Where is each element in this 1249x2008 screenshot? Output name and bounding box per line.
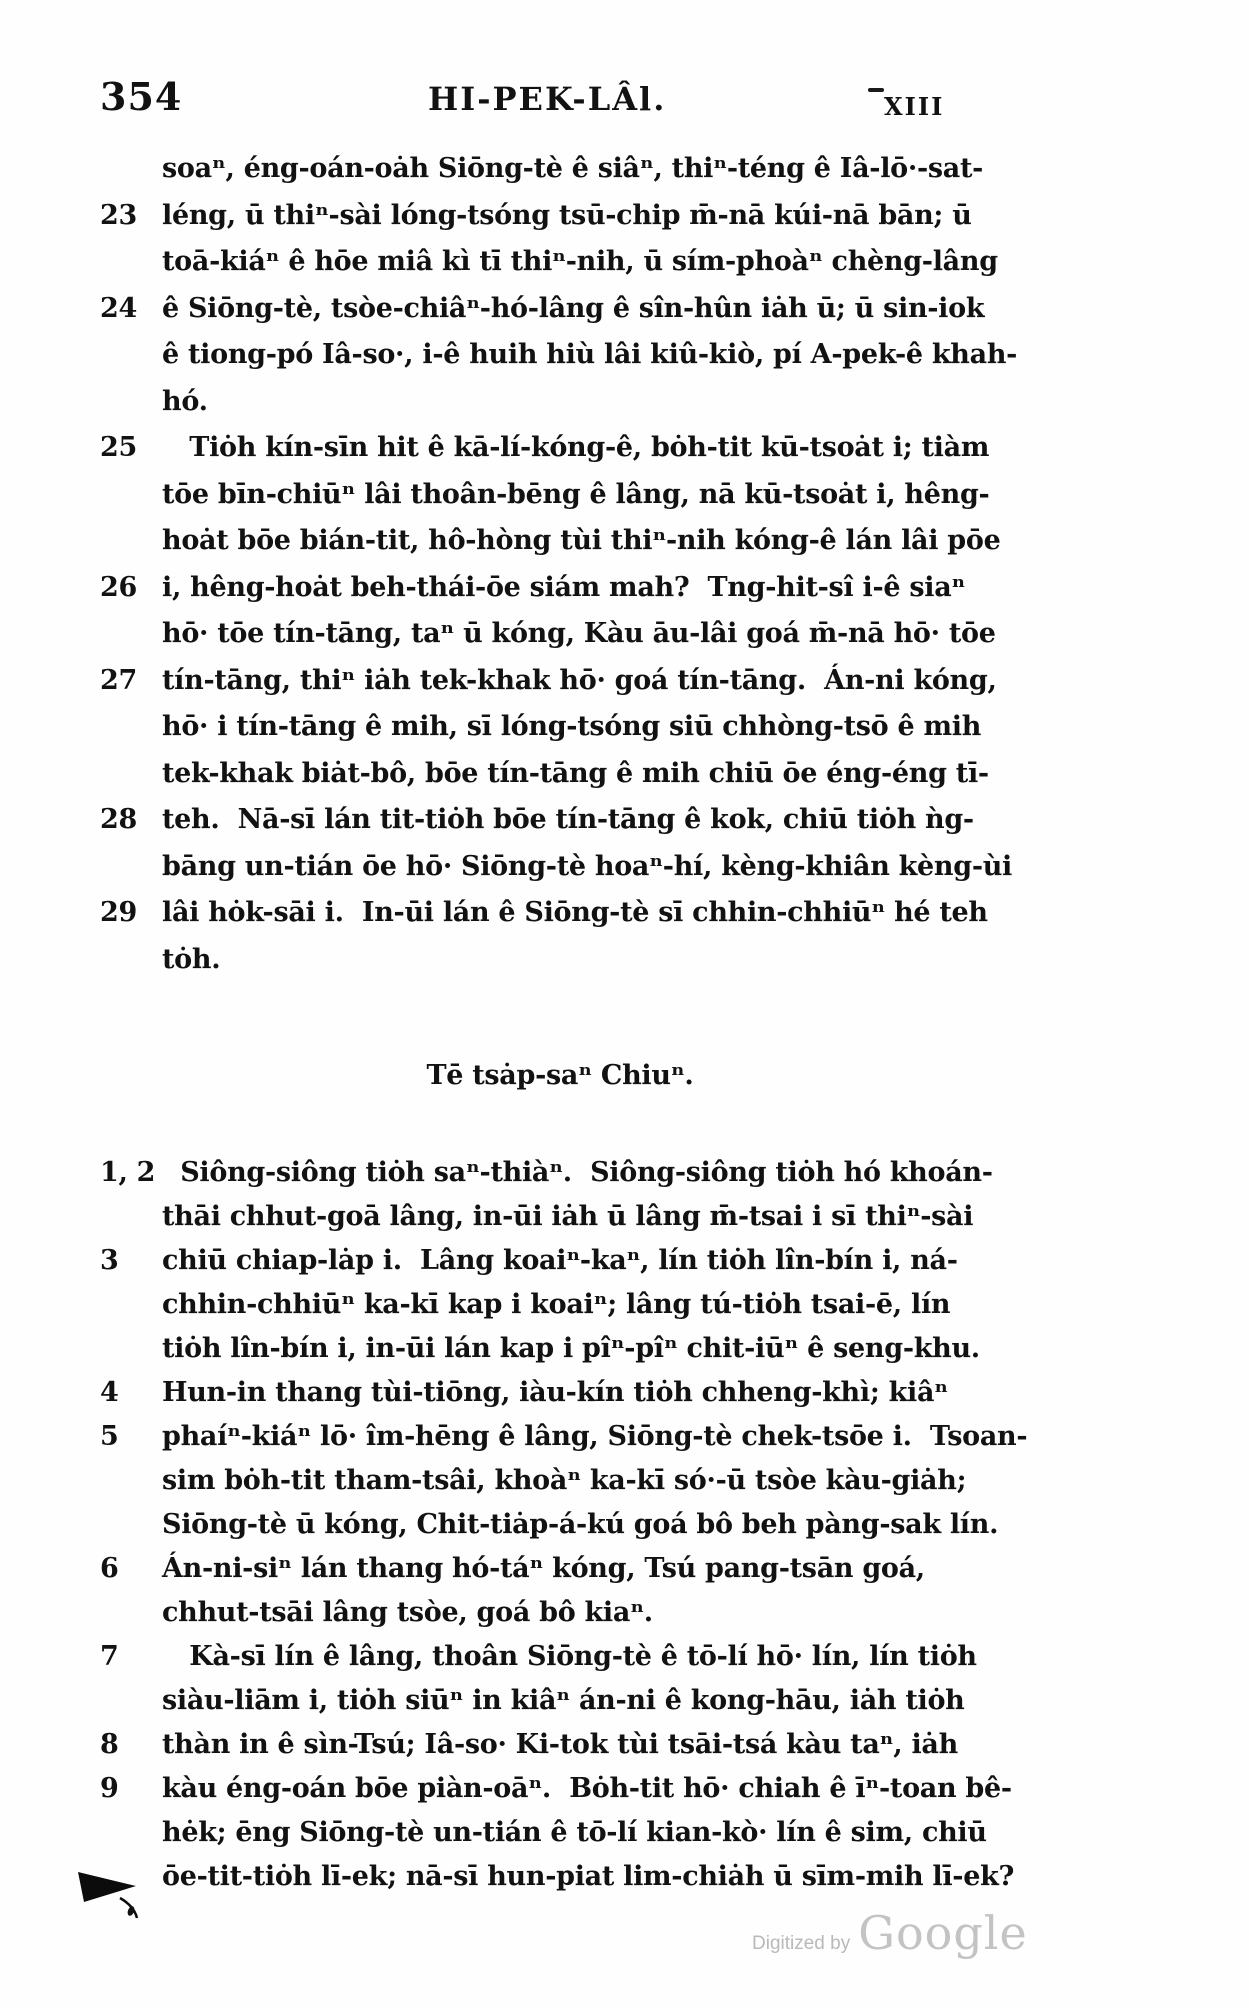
text-line	[100, 146, 1020, 193]
verse-text: hėk; ēng Siōng-tè un-tián ê tō-lí kian-kò· lín ê sim, chiū	[162, 1817, 987, 1848]
verse-number: 23	[100, 199, 137, 231]
text-line	[100, 1591, 1020, 1635]
verse-text: ê tiong-pó Iâ-so·, i-ê huih hiù lâi kiû-kiò, pí A-pek-ê khah-	[162, 339, 1018, 370]
verse-number	[100, 472, 162, 519]
chapter-13-heading: Tē tsȧp-saⁿ Chiuⁿ.	[426, 1060, 694, 1091]
chapter-12-section	[100, 146, 1020, 983]
running-title: HI-PEK-LÂl.	[428, 80, 667, 118]
verse-text: lâi hȯk-sāi i. In-ūi lán ê Siōng-tè sī chhin-chhiūⁿ hé teh	[162, 897, 988, 928]
verse-number	[100, 1811, 162, 1855]
text-line	[100, 1635, 1020, 1679]
verse-number	[100, 1459, 162, 1503]
verse-text: toā-kiáⁿ ê hōe miâ kì tī thiⁿ-nih, ū sím-phoàⁿ chèng-lâng	[162, 246, 998, 277]
verse-number: 27	[100, 664, 137, 696]
verse-number	[100, 611, 162, 658]
text-line	[100, 1503, 1020, 1547]
text-line	[100, 1327, 1020, 1371]
verse-text: kàu éng-oán bōe piàn-oāⁿ. Bȯh-tit hō· chiah ê īⁿ-toan bê-	[162, 1773, 1012, 1804]
text-line	[100, 1151, 1020, 1195]
text-line	[100, 611, 1020, 658]
verse-number	[100, 1327, 162, 1371]
chapter-13-section	[100, 1151, 1028, 1899]
text-line	[100, 704, 1020, 751]
verse-number: 25	[100, 432, 137, 463]
verse-number: 26	[100, 571, 137, 603]
verse-text: hó.	[162, 385, 208, 417]
verse-number	[100, 239, 162, 286]
text-line	[100, 1811, 1020, 1855]
text-line	[100, 1283, 1020, 1327]
verse-number: 24	[100, 292, 137, 324]
verse-number	[100, 844, 162, 891]
verse-text: chiū chiap-lȧp i. Lâng koaiⁿ-kaⁿ, lín tiȯh lîn-bín i, ná-	[162, 1245, 958, 1276]
verse-number: 28	[100, 804, 137, 835]
text-line	[100, 1239, 1020, 1283]
verse-number	[100, 1283, 162, 1327]
page-number: 354	[100, 74, 183, 119]
verse-text: chhut-tsāi lâng tsòe, goá bô kiaⁿ.	[162, 1597, 653, 1628]
text-line	[100, 1679, 1020, 1723]
verse-text: sim bȯh-tit tham-tsâi, khoàⁿ ka-kī só·-ū tsòe kàu-giȧh;	[162, 1465, 967, 1496]
verse-text: Kà-sī lín ê lâng, thoân Siōng-tè ê tō-lí hō· lín, lín tiȯh	[162, 1641, 977, 1672]
verse-text: siàu-liām i, tiȯh siūⁿ in kiâⁿ án-ni ê kong-hāu, iȧh tiȯh	[162, 1685, 965, 1716]
verse-text: Hun-in thang tùi-tiōng, iàu-kín tiȯh chheng-khì; kiâⁿ	[162, 1377, 948, 1408]
text-line	[100, 1547, 1020, 1591]
verse-text: bāng un-tián ōe hō· Siōng-tè hoaⁿ-hí, kèng-khiân kèng-ùi	[162, 850, 1013, 882]
verse-text: phaíⁿ-kiáⁿ lō· îm-hēng ê lâng, Siōng-tè chek-tsōe i. Tsoan-	[162, 1421, 1028, 1452]
verse-text: hō· tōe tín-tāng, taⁿ ū kóng, Kàu āu-lâi goá m̄-nā hō· tōe	[162, 618, 996, 649]
verse-text: Siōng-tè ū kóng, Chit-tiȧp-á-kú goá bô beh pàng-sak lín.	[162, 1509, 999, 1540]
verse-number	[100, 379, 162, 426]
verse-text: léng, ū thiⁿ-sài lóng-tsóng tsū-chip m̄-nā kúi-nā bān; ū	[162, 199, 972, 231]
text-line	[100, 1723, 1020, 1767]
verse-text: i, hêng-hoȧt beh-thái-ōe siám mah? Tng-hit-sî i-ê siaⁿ	[162, 571, 966, 603]
verse-number	[100, 146, 162, 193]
verse-text: hō· i tín-tāng ê mih, sī lóng-tsóng siū chhòng-tsō ê mih	[162, 711, 982, 742]
chapter-marker: XIII	[884, 92, 945, 121]
text-block	[100, 146, 1028, 1899]
text-line	[100, 379, 1020, 426]
verse-number: 3	[100, 1245, 119, 1276]
verse-number	[100, 1591, 162, 1635]
verse-text: tín-tāng, thiⁿ iȧh tek-khak hō· goá tín-tāng. Án-ni kóng,	[162, 664, 997, 696]
verse-text: Tiȯh kín-sīn hit ê kā-lí-kóng-ê, bȯh-tit kū-tsoȧt i; tiàm	[162, 432, 990, 463]
text-line	[100, 518, 1020, 565]
verse-number: 8	[100, 1729, 119, 1760]
verse-text: teh. Nā-sī lán tit-tiȯh bōe tín-tāng ê kok, chiū tiȯh ǹg-	[162, 804, 974, 835]
text-line	[100, 937, 1020, 984]
verse-number: 1, 2	[100, 1157, 156, 1188]
verse-text: thāi chhut-goā lâng, in-ūi iȧh ū lâng m̄-tsai i sī thiⁿ-sài	[162, 1201, 974, 1232]
verse-number	[100, 1503, 162, 1547]
text-line	[100, 425, 1020, 472]
verse-number	[100, 704, 162, 751]
verse-number: 6	[100, 1553, 119, 1584]
text-line	[100, 565, 1020, 612]
text-line	[100, 797, 1020, 844]
verse-number: 5	[100, 1421, 119, 1452]
text-line	[100, 1459, 1020, 1503]
verse-text: tiȯh lîn-bín i, in-ūi lán kap i pîⁿ-pîⁿ chit-iūⁿ ê seng-khu.	[162, 1333, 980, 1364]
text-line	[100, 1415, 1028, 1459]
verse-number	[100, 1195, 162, 1239]
text-line	[100, 239, 1020, 286]
verse-text: tek-khak biȧt-bô, bōe tín-tāng ê mih chiū ōe éng-éng tī-	[162, 757, 989, 789]
ink-blot-mark	[76, 1866, 156, 1922]
digitized-watermark	[752, 1906, 1028, 1960]
digitized-by-label: Digitized by	[752, 1933, 851, 1954]
google-logo: Google	[858, 1906, 1028, 1960]
text-line	[100, 193, 1020, 240]
verse-number: 9	[100, 1773, 119, 1804]
verse-number: 7	[100, 1641, 119, 1672]
verse-text: Siông-siông tiȯh saⁿ-thiàⁿ. Siông-siông tiȯh hó khoán-	[162, 1157, 993, 1188]
text-line	[100, 658, 1020, 705]
verse-number	[100, 332, 162, 379]
text-line	[100, 332, 1020, 379]
text-line	[100, 1767, 1020, 1811]
text-line	[100, 844, 1020, 891]
text-line	[100, 286, 1020, 333]
verse-text: hoȧt bōe bián-tit, hô-hòng tùi thiⁿ-nih kóng-ê lán lâi pōe	[162, 525, 1001, 556]
verse-number	[100, 518, 162, 565]
text-line	[100, 751, 1020, 798]
verse-number: 29	[100, 897, 137, 928]
verse-text: soaⁿ, éng-oán-oȧh Siōng-tè ê siâⁿ, thiⁿ-téng ê Iâ-lō·-sat-	[162, 153, 984, 184]
text-line	[100, 472, 1020, 519]
verse-text: thàn in ê sìn-Tsú; Iâ-so· Ki-tok tùi tsāi-tsá kàu taⁿ, iȧh	[162, 1729, 958, 1760]
text-line	[100, 1855, 1020, 1899]
verse-number: 4	[100, 1377, 119, 1408]
verse-number	[100, 751, 162, 798]
text-line	[100, 890, 1020, 937]
verse-text: tȯh.	[162, 943, 221, 975]
verse-number	[100, 937, 162, 984]
verse-number	[100, 1679, 162, 1723]
stray-ink-dash	[868, 88, 884, 92]
text-line	[100, 1371, 1020, 1415]
verse-text: chhin-chhiūⁿ ka-kī kap i koaiⁿ; lâng tú-tiȯh tsai-ē, lín	[162, 1289, 951, 1320]
verse-text: Án-ni-siⁿ lán thang hó-táⁿ kóng, Tsú pang-tsān goá,	[162, 1553, 925, 1584]
verse-text: ê Siōng-tè, tsòe-chiâⁿ-hó-lâng ê sîn-hûn iȧh ū; ū sin-iok	[162, 292, 985, 324]
verse-text: ōe-tit-tiȯh lī-ek; nā-sī hun-piat lim-chiȧh ū sīm-mih lī-ek?	[162, 1861, 1015, 1892]
text-line	[100, 1195, 1020, 1239]
verse-text: tōe bīn-chiūⁿ lâi thoân-bēng ê lâng, nā kū-tsoȧt i, hêng-	[162, 478, 990, 510]
